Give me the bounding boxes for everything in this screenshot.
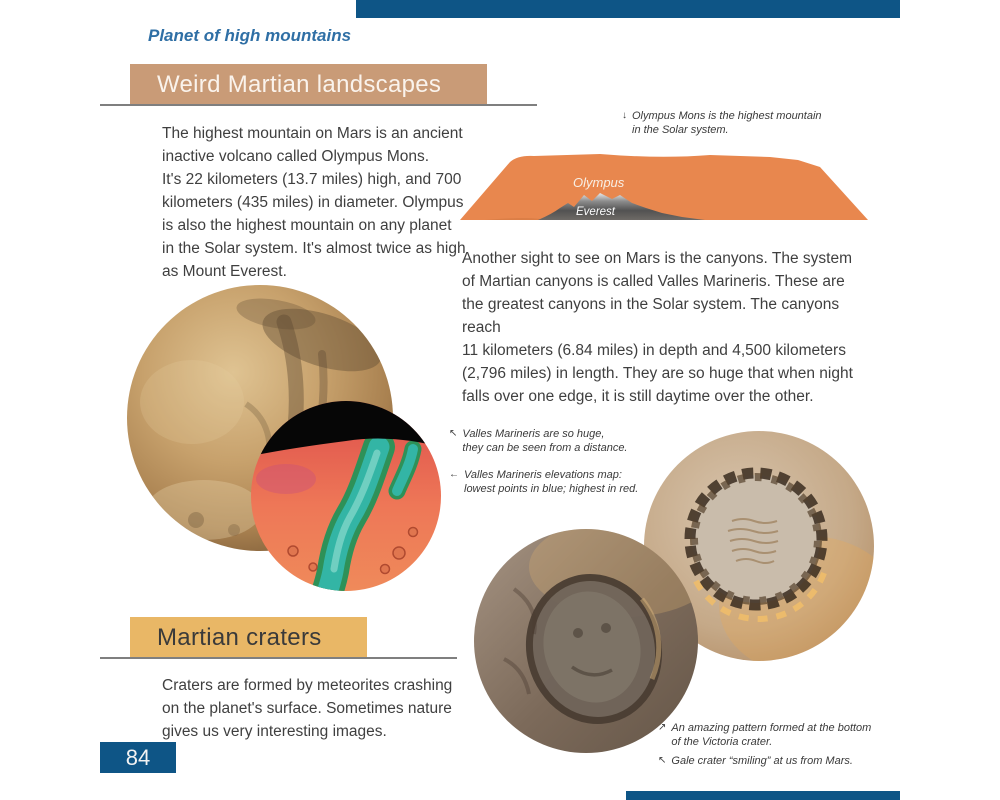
caption-victoria <box>658 721 871 749</box>
caption-text: Valles Marineris elevations map: lowest points in blue; highest in red. <box>464 469 639 495</box>
chapter-kicker: Planet of high mountains <box>148 26 352 45</box>
top-accent-bar <box>356 0 900 18</box>
caption-valles-photo <box>449 427 628 455</box>
section-rule <box>100 104 537 106</box>
down-arrow-icon: ↓ <box>622 110 627 121</box>
caption-valles-map <box>449 468 638 496</box>
paragraph-canyons: Another sight to see on Mars is the canyons. The system of Martian canyons is called Valles Marineris. These are the greatest canyons in the Solar system. The canyons reach 11 kilometers (6.84 miles) in depth and 4,500 kilometers (2,796 miles) in length. They are so huge that when night falls over one edge, it is still daytime over the other. <box>462 250 853 405</box>
caption-text: Valles Marineris are so huge, they can be seen from a distance. <box>462 428 628 454</box>
caption-text: Olympus Mons is the highest mountain in the Solar system. <box>632 110 822 136</box>
everest-label: Everest <box>576 206 615 218</box>
up-left-arrow-icon: ↖ <box>658 755 667 766</box>
section-title-craters <box>130 617 367 658</box>
left-arrow-icon: ← <box>449 469 459 480</box>
page-number: 84 <box>100 742 176 773</box>
section-title-text: Weird Martian landscapes <box>157 70 442 98</box>
caption-text: An amazing pattern formed at the bottom of the Victoria crater. <box>671 722 872 748</box>
caption-text: Gale crater “smiling” at us from Mars. <box>671 755 853 767</box>
up-right-arrow-icon: ↗ <box>658 722 667 733</box>
olympus-label: Olympus <box>573 175 625 190</box>
section-rule <box>100 657 457 659</box>
paragraph-craters: Craters are formed by meteorites crashing on the planet's surface. Sometimes nature gives us very interesting images. <box>162 677 453 740</box>
olympus-silhouette <box>460 154 868 220</box>
caption-gale <box>658 754 853 768</box>
section-title-landscapes <box>130 64 487 105</box>
gale-crater-photo <box>474 529 698 753</box>
bottom-accent-bar <box>626 791 900 800</box>
valles-elevation-map-photo <box>251 401 441 591</box>
caption-olympus <box>622 109 822 137</box>
up-left-arrow-icon: ↖ <box>449 428 458 439</box>
olympus-everest-diagram <box>460 146 868 222</box>
section-title-text: Martian craters <box>157 623 322 651</box>
paragraph-olympus: The highest mountain on Mars is an ancient inactive volcano called Olympus Mons. It's 22 kilometers (13.7 miles) high, and 700 kilometers (435 miles) in diameter. Olympus is also the highest mountain on any planet in the Solar system. It's almost twice as high as Mount Everest. <box>162 125 466 280</box>
